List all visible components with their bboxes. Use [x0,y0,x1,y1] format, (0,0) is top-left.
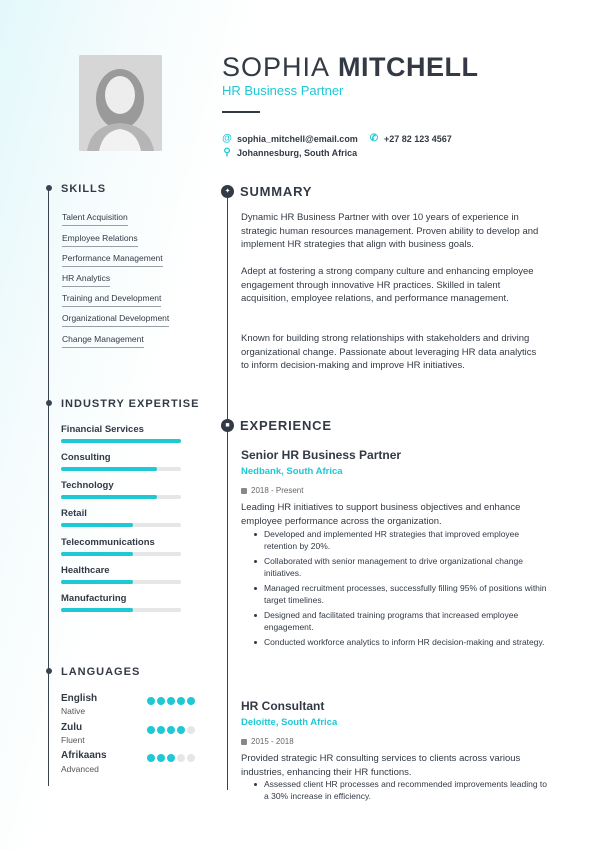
skills-marker [46,185,52,191]
email-contact [222,133,358,144]
portrait-image [79,55,162,151]
at-icon: @ [222,133,232,144]
languages-heading: LANGUAGES [61,666,141,678]
expertise-bar [61,439,181,443]
expertise-label: Healthcare [61,565,110,576]
company-name: Nedbank, South Africa [241,466,343,477]
skill-item: Change Management [62,334,144,348]
expertise-label: Consulting [61,452,111,463]
location-text: Johannesburg, South Africa [237,147,358,158]
rating-dot-filled [167,697,175,705]
job-description: Leading HR initiatives to support business objectives and enhance employee performance across the organization. [241,502,521,527]
achievement-item: Designed and facilitated training programs that increased employee engagement. [252,610,552,633]
expertise-bar [61,523,181,527]
rating-dot-filled [147,726,155,734]
skill-item: Performance Management [62,253,163,267]
rating-dot-filled [177,697,185,705]
rating-dot-filled [167,726,175,734]
rating-dot-filled [157,697,165,705]
expertise-bar-fill [61,608,133,612]
achievement-item: Managed recruitment processes, successfully filling 95% of positions within target timelines. [252,583,552,606]
rating-dot-filled [167,754,175,762]
language-level: Fluent [61,735,85,745]
briefcase-icon: ■ [221,419,234,432]
rating-dot-empty [187,754,195,762]
expertise-label: Manufacturing [61,593,127,604]
rating-dot-filled [147,697,155,705]
experience-heading: EXPERIENCE [240,418,332,433]
skill-item: Talent Acquisition [62,212,128,226]
job-description: Provided strategic HR consulting services to clients across various industries, enhancing their HR functions. [241,753,521,778]
email-text[interactable]: sophia_mitchell@email.com [237,133,358,144]
expertise-label: Retail [61,508,87,519]
expertise-bar-fill [61,467,157,471]
expertise-bar [61,580,181,584]
achievement-item: Collaborated with senior management to drive organizational change initiatives. [252,556,552,579]
language-name: Afrikaans [61,750,107,761]
language-name: English [61,693,98,704]
expertise-bar-fill [61,580,133,584]
expertise-bar-fill [61,552,133,556]
summary-paragraph: Known for building strong relationships with stakeholders and driving organizational change. Passionate about leveraging HR data analytics to inform decision-making and improve HR initiatives. [241,333,537,371]
rating-dot-filled [147,754,155,762]
expertise-bar [61,467,181,471]
expertise-bar-fill [61,495,157,499]
job-dates [241,737,294,746]
location-contact [222,147,357,158]
achievement-item: Conducted workforce analytics to inform HR decision-making and strategy. [252,637,552,649]
expertise-bar [61,552,181,556]
dates-text: 2015 - 2018 [251,737,294,746]
job-achievements [252,529,552,653]
phone-icon: ✆ [369,133,379,144]
candidate-name [222,52,479,83]
phone-text[interactable]: +27 82 123 4567 [384,133,452,144]
summary-paragraph: Adept at fostering a strong company culture and enhancing employee engagement through innovative HR practices. Skilled in talent acquisition, employee relations, and performance management. [241,266,534,304]
expertise-bar-fill [61,439,181,443]
skills-heading: SKILLS [61,183,107,195]
rating-dot-filled [177,726,185,734]
job-dates [241,486,303,495]
last-name: MITCHELL [338,52,479,82]
summary-paragraph: Dynamic HR Business Partner with over 10 years of experience in strategic human resources management. Proven ability to develop and implement HR strategies that align with business goals. [241,212,539,250]
company-name: Deloitte, South Africa [241,717,338,728]
language-name: Zulu [61,722,83,733]
expertise-bar [61,608,181,612]
language-rating [147,697,195,705]
rating-dot-filled [157,754,165,762]
skill-item: Employee Relations [62,233,138,247]
rating-dot-filled [187,697,195,705]
language-rating [147,726,195,734]
profile-photo [79,55,162,151]
job-role: HR Business Partner [222,83,344,98]
language-level: Advanced [61,764,99,774]
skill-item: Training and Development [62,293,161,307]
expertise-bar [61,495,181,499]
location-pin-icon: ⚲ [223,147,231,158]
expertise-bar-fill [61,523,133,527]
skill-item: HR Analytics [62,273,110,287]
language-level: Native [61,706,86,716]
achievement-item: Assessed client HR processes and recommended improvements leading to a 30% increase in efficiency. [252,779,552,802]
expertise-label: Financial Services [61,424,144,435]
calendar-icon [241,488,247,494]
job-title: Senior HR Business Partner [241,448,402,462]
summary-heading: SUMMARY [240,184,313,199]
language-rating [147,754,195,762]
phone-contact [369,133,452,144]
job-achievements [252,779,552,806]
expertise-heading: INDUSTRY EXPERTISE [61,398,200,410]
right-timeline [227,190,228,790]
expertise-marker [46,400,52,406]
left-timeline [48,188,49,786]
calendar-icon [241,739,247,745]
skill-item: Organizational Development [62,313,169,327]
job-title: HR Consultant [241,699,325,713]
summary-icon: ✦ [221,185,234,198]
rating-dot-empty [177,754,185,762]
languages-marker [46,668,52,674]
dates-text: 2018 - Present [251,486,304,495]
rating-dot-empty [187,726,195,734]
achievement-item: Developed and implemented HR strategies that improved employee retention by 20%. [252,529,552,552]
rating-dot-filled [157,726,165,734]
title-divider [222,111,260,113]
expertise-label: Technology [61,480,114,491]
first-name: SOPHIA [222,52,331,82]
expertise-label: Telecommunications [61,537,155,548]
